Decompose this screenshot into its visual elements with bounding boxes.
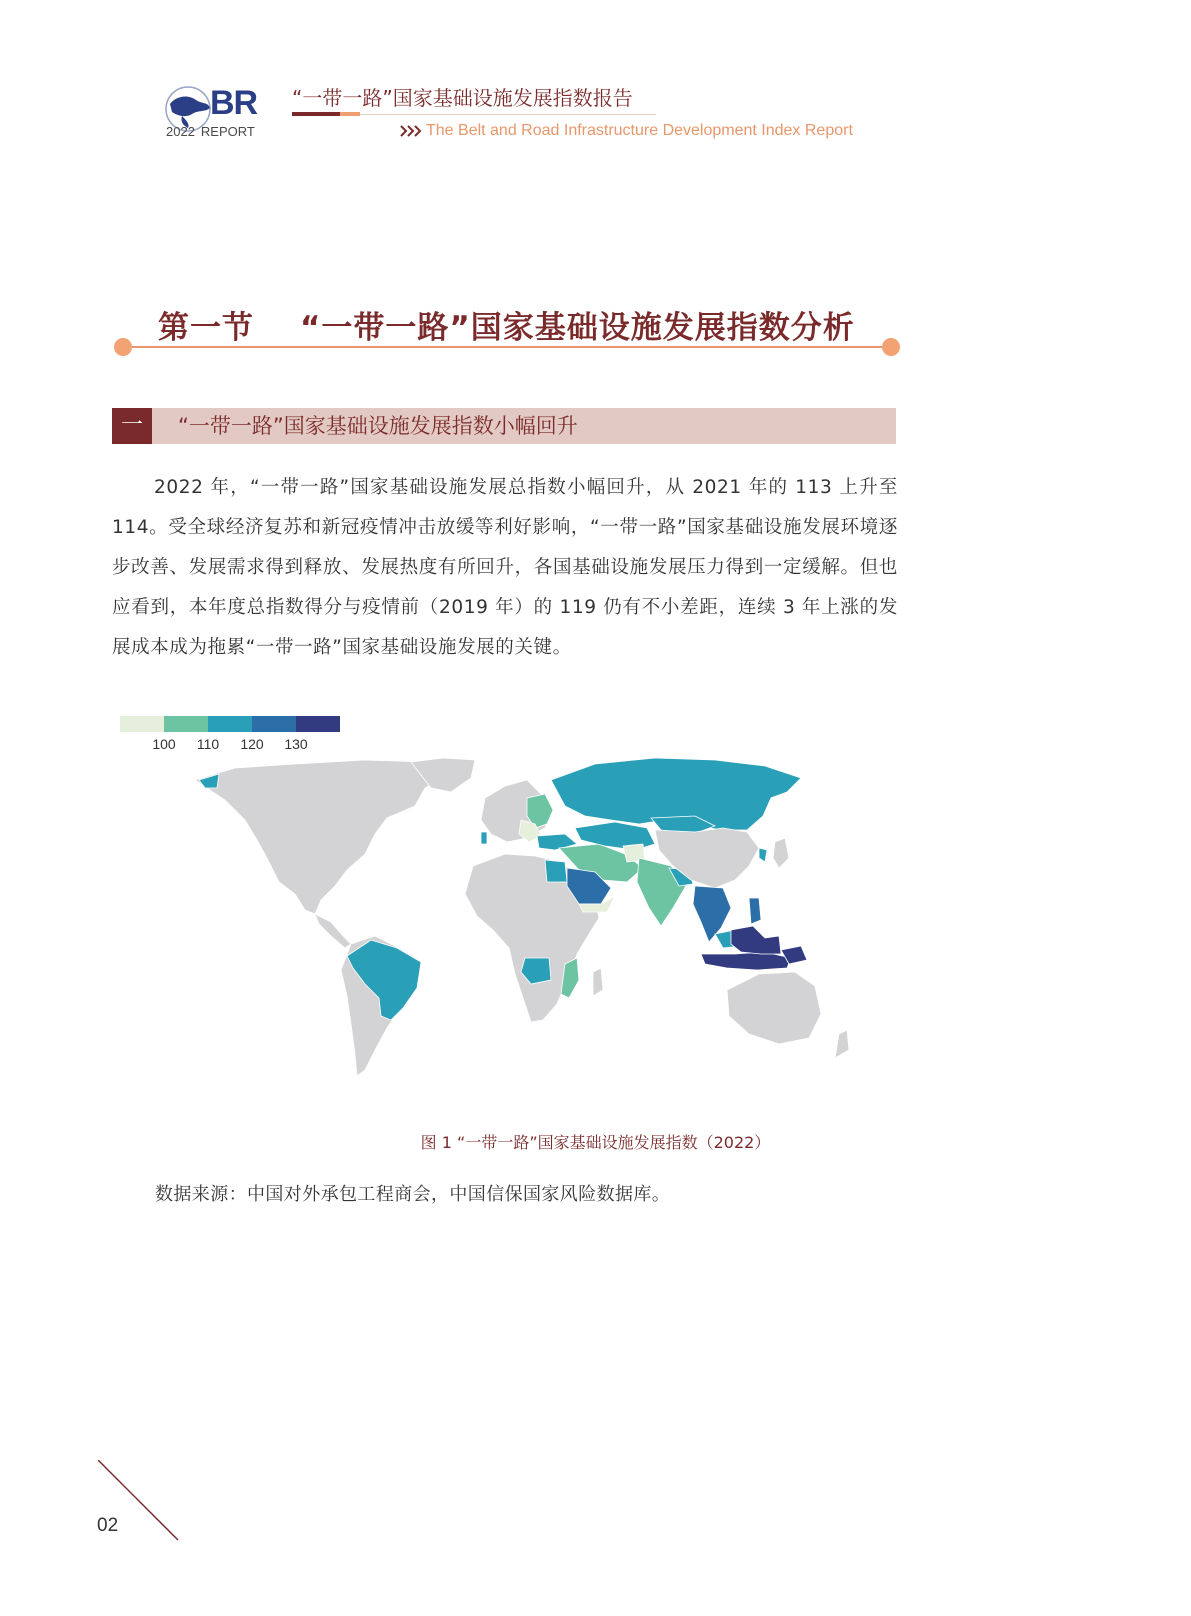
philippines — [749, 898, 761, 924]
body-paragraph — [112, 468, 898, 668]
new-zealand — [835, 1030, 849, 1058]
egypt — [545, 860, 567, 882]
legend-label-130: 130 — [284, 736, 308, 752]
central-america — [315, 914, 351, 948]
section-title — [158, 302, 855, 347]
figure-caption: 图 1 “一带一路”国家基础设施发展指数（2022） — [420, 1133, 771, 1152]
logo-year-report — [166, 124, 255, 139]
section-label: 第一节 — [158, 310, 254, 346]
header-rule-dark — [292, 112, 340, 116]
header-rule-light — [360, 114, 656, 115]
logo-text: BR — [210, 84, 258, 122]
logo-year: 2022 — [166, 124, 195, 139]
header-rule-accent — [340, 112, 360, 116]
australia — [727, 972, 821, 1044]
logo-report: REPORT — [200, 124, 255, 139]
madagascar — [593, 968, 603, 996]
report-title: “一带一路”国家基础设施发展指数报告 — [292, 86, 633, 110]
legend-swatch-1 — [120, 716, 164, 732]
subsection-number: 一 — [112, 408, 152, 444]
north-america — [195, 760, 445, 914]
legend-swatch-5 — [296, 716, 340, 732]
report-logo — [158, 84, 270, 142]
data-source: 数据来源：中国对外承包工程商会，中国信保国家风险数据库。 — [155, 1184, 671, 1205]
borneo-sulawesi — [731, 926, 781, 954]
korea — [759, 848, 767, 862]
legend-label-100: 100 — [152, 736, 176, 752]
portugal — [481, 832, 487, 844]
section-divider-dot-right — [882, 338, 900, 356]
japan — [773, 838, 789, 868]
body-paragraph-text: 2022 年，“一带一路”国家基础设施发展总指数小幅回升，从 2021 年的 113 上升至 114。受全球经济复苏和新冠疫情冲击放缓等利好影响，“一带一路”国家基础设施发展环境逐步改善、发展需求得到释放、发展热度有所回升，各国基础设施发展压力得到一定缓解。但也应看到，本年度总指数得分与疫情前（2019 年）的 119 仍有不小差距，连续 3 年上涨的发展成本成为拖累“一带一路”国家基础设施发展的关键。 — [112, 477, 898, 658]
triple-chevron-icon — [400, 122, 424, 140]
legend-label-120: 120 — [240, 736, 264, 752]
legend-swatch-3 — [208, 716, 252, 732]
subsection-title: “一带一路”国家基础设施发展指数小幅回升 — [178, 414, 578, 438]
legend-label-110: 110 — [196, 736, 220, 752]
indonesia — [701, 952, 791, 970]
section-divider — [122, 346, 890, 348]
section-heading: “一带一路”国家基础设施发展指数分析 — [300, 310, 855, 346]
world-map — [175, 758, 901, 1096]
page-number: 02 — [97, 1515, 119, 1536]
section-divider-dot-left — [114, 338, 132, 356]
legend-swatch-4 — [252, 716, 296, 732]
legend-swatch-2 — [164, 716, 208, 732]
report-subtitle-en: The Belt and Road Infrastructure Development Index Report — [426, 122, 853, 139]
